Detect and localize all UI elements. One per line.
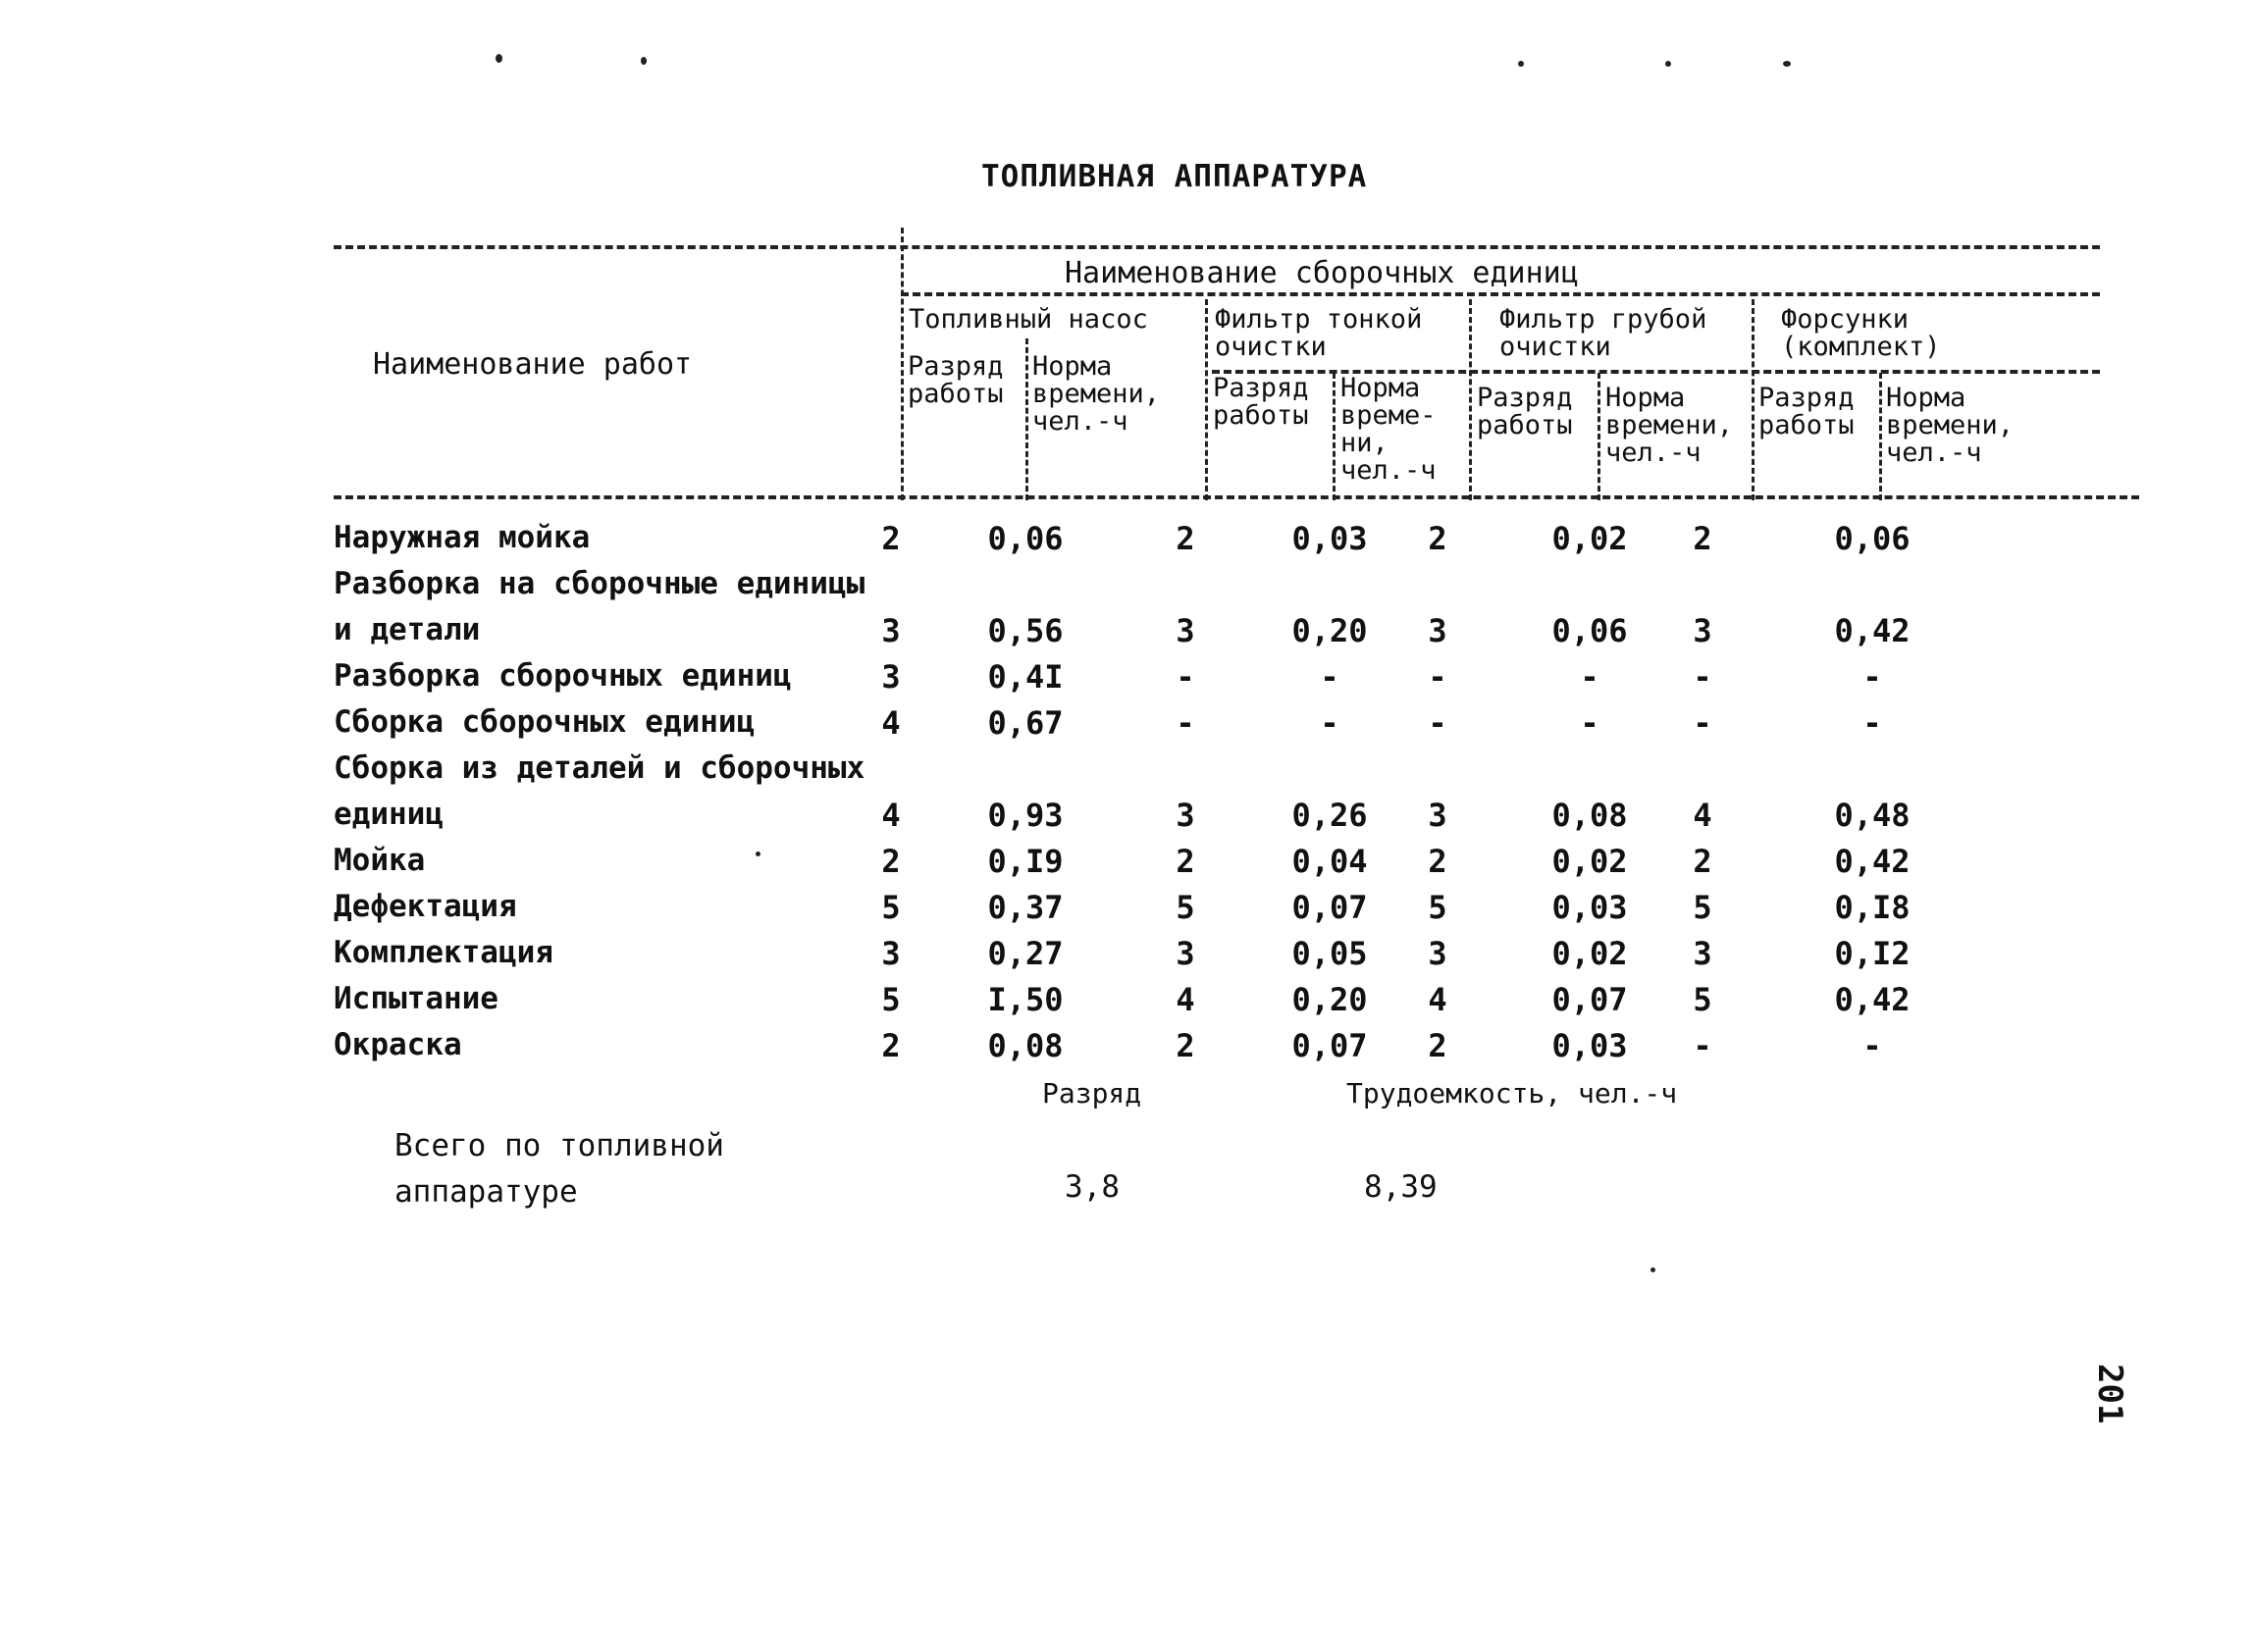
footer-rank-label: Разряд — [1042, 1077, 1142, 1110]
group-rule — [901, 292, 2100, 296]
rank-cell: 2 — [1176, 1027, 1195, 1064]
norm-cell: - — [1580, 658, 1599, 696]
rank-cell: 4 — [881, 704, 901, 742]
rank-cell: - — [1693, 658, 1712, 696]
row-name: Разборка на сборочные единицы — [334, 566, 865, 601]
norm-cell: 0,08 — [1551, 797, 1628, 834]
norm-cell: 0,27 — [987, 935, 1064, 972]
total-labor-value: 8,39 — [1364, 1169, 1438, 1205]
scan-speck — [641, 57, 647, 65]
norm-cell: - — [1320, 704, 1339, 742]
rank-cell: 3 — [881, 935, 901, 972]
unit-name: Топливный насос — [909, 304, 1148, 335]
total-rank-value: 3,8 — [1065, 1169, 1120, 1205]
rank-cell: 3 — [1176, 797, 1195, 834]
rank-cell: - — [1693, 1027, 1712, 1064]
row-name-cont: единиц — [334, 797, 444, 832]
row-name-cont: и детали — [334, 612, 481, 647]
norm-cell: 0,03 — [1551, 1027, 1628, 1064]
page-title: ТОПЛИВНАЯ АППАРАТУРА — [981, 159, 1368, 194]
group-header: Наименование сборочных единиц — [1065, 256, 1579, 290]
rank-cell: 2 — [1176, 520, 1195, 557]
rank-cell: 3 — [1428, 612, 1447, 649]
norm-cell: 0,07 — [1291, 889, 1368, 926]
rank-header: Разряд работы — [1758, 383, 1855, 440]
norm-cell: 0,07 — [1551, 981, 1628, 1018]
rank-header: Разряд работы — [1213, 373, 1309, 431]
norm-cell: 0,05 — [1291, 935, 1368, 972]
row-name: Окраска — [334, 1027, 462, 1062]
norm-header: Норма времени, чел.-ч — [1605, 383, 1734, 468]
page-number: 201 — [2090, 1364, 2129, 1424]
header-bottom-rule — [334, 495, 2139, 499]
rank-cell: 2 — [1693, 843, 1712, 880]
rank-header: Разряд работы — [908, 351, 1004, 409]
total-label: Всего по топливной аппаратуре — [394, 1128, 724, 1210]
rank-cell: 2 — [1176, 843, 1195, 880]
norm-header: Норма време- ни, чел.-ч — [1340, 373, 1437, 486]
scan-speck — [1783, 61, 1791, 67]
norm-cell: 0,06 — [1551, 612, 1628, 649]
work-name-header: Наименование работ — [373, 347, 693, 382]
row-name: Комплектация — [334, 935, 553, 970]
rank-cell: 3 — [881, 612, 901, 649]
norm-cell: 0,42 — [1834, 843, 1911, 880]
rank-cell: 3 — [1693, 935, 1712, 972]
norm-cell: 0,93 — [987, 797, 1064, 834]
norm-cell: 0,03 — [1291, 520, 1368, 557]
norm-cell: 0,20 — [1291, 981, 1368, 1018]
rank-cell: 4 — [881, 797, 901, 834]
row-name: Испытание — [334, 981, 498, 1016]
header-col-sep — [1205, 299, 1208, 500]
norm-cell: 0,56 — [987, 612, 1064, 649]
rank-cell: 2 — [1693, 520, 1712, 557]
header-col-sep — [1333, 373, 1336, 500]
row-name: Мойка — [334, 843, 426, 878]
unit-name: Фильтр грубой очистки — [1499, 304, 1707, 362]
norm-cell: 0,07 — [1291, 1027, 1368, 1064]
norm-cell: 0,67 — [987, 704, 1064, 742]
rank-cell: - — [1428, 658, 1447, 696]
rank-cell: 4 — [1428, 981, 1447, 1018]
header-col-sep — [1469, 299, 1472, 500]
row-name: Разборка сборочных единиц — [334, 658, 792, 694]
rank-cell: 3 — [1428, 935, 1447, 972]
header-col-sep — [1598, 373, 1600, 500]
norm-cell: 0,42 — [1834, 981, 1911, 1018]
header-col-sep — [1879, 373, 1882, 500]
rank-cell: 5 — [1428, 889, 1447, 926]
rank-cell: 2 — [881, 1027, 901, 1064]
scan-speck — [1518, 61, 1524, 67]
norm-cell: 0,26 — [1291, 797, 1368, 834]
rank-cell: 5 — [1693, 981, 1712, 1018]
rank-cell: 4 — [1693, 797, 1712, 834]
norm-cell: 0,48 — [1834, 797, 1911, 834]
rank-cell: 3 — [1176, 612, 1195, 649]
rank-header: Разряд работы — [1477, 383, 1573, 440]
row-name: Наружная мойка — [334, 520, 591, 555]
norm-header: Норма времени, чел.-ч — [1032, 351, 1161, 437]
rank-cell: - — [1176, 658, 1195, 696]
rank-cell: 3 — [881, 658, 901, 696]
unit-name: Форсунки (комплект) — [1781, 304, 1941, 362]
unit-name: Фильтр тонкой очистки — [1215, 304, 1423, 362]
header-col-sep — [901, 228, 904, 500]
scan-speck — [1650, 1267, 1655, 1272]
norm-cell: - — [1580, 704, 1599, 742]
norm-cell: 0,02 — [1551, 935, 1628, 972]
rank-cell: 2 — [1428, 1027, 1447, 1064]
norm-cell: - — [1862, 704, 1882, 742]
scan-speck — [756, 852, 760, 856]
norm-cell: 0,06 — [1834, 520, 1911, 557]
norm-cell: I,50 — [987, 981, 1064, 1018]
header-col-sep — [1025, 338, 1028, 500]
norm-cell: - — [1862, 658, 1882, 696]
footer-labor-label: Трудоемкость, чел.-ч — [1346, 1077, 1678, 1110]
rank-cell: 2 — [1428, 843, 1447, 880]
row-name: Сборка сборочных единиц — [334, 704, 756, 740]
norm-cell: 0,42 — [1834, 612, 1911, 649]
rank-cell: - — [1176, 704, 1195, 742]
row-name: Дефектация — [334, 889, 517, 924]
norm-cell: 0,I2 — [1834, 935, 1911, 972]
rank-cell: 2 — [881, 843, 901, 880]
scan-speck — [1665, 61, 1671, 67]
rank-cell: 5 — [1693, 889, 1712, 926]
norm-cell: - — [1320, 658, 1339, 696]
rank-cell: 3 — [1693, 612, 1712, 649]
rank-cell: 2 — [881, 520, 901, 557]
scan-speck — [496, 54, 502, 63]
rank-cell: 5 — [1176, 889, 1195, 926]
rank-cell: - — [1428, 704, 1447, 742]
norm-cell: 0,04 — [1291, 843, 1368, 880]
norm-cell: 0,20 — [1291, 612, 1368, 649]
norm-header: Норма времени, чел.-ч — [1886, 383, 2015, 468]
rank-cell: 3 — [1176, 935, 1195, 972]
norm-cell: 0,03 — [1551, 889, 1628, 926]
norm-cell: 0,4I — [987, 658, 1064, 696]
rank-cell: 4 — [1176, 981, 1195, 1018]
norm-cell: 0,08 — [987, 1027, 1064, 1064]
header-col-sep — [1752, 299, 1755, 500]
norm-cell: 0,I8 — [1834, 889, 1911, 926]
row-name: Сборка из деталей и сборочных — [334, 750, 865, 786]
norm-cell: 0,I9 — [987, 843, 1064, 880]
norm-cell: - — [1862, 1027, 1882, 1064]
rank-cell: 5 — [881, 889, 901, 926]
header-top-rule — [334, 245, 2100, 249]
norm-cell: 0,37 — [987, 889, 1064, 926]
norm-cell: 0,02 — [1551, 520, 1628, 557]
rank-cell: 3 — [1428, 797, 1447, 834]
rank-cell: 5 — [881, 981, 901, 1018]
norm-cell: 0,06 — [987, 520, 1064, 557]
rank-cell: 2 — [1428, 520, 1447, 557]
norm-cell: 0,02 — [1551, 843, 1628, 880]
rank-cell: - — [1693, 704, 1712, 742]
